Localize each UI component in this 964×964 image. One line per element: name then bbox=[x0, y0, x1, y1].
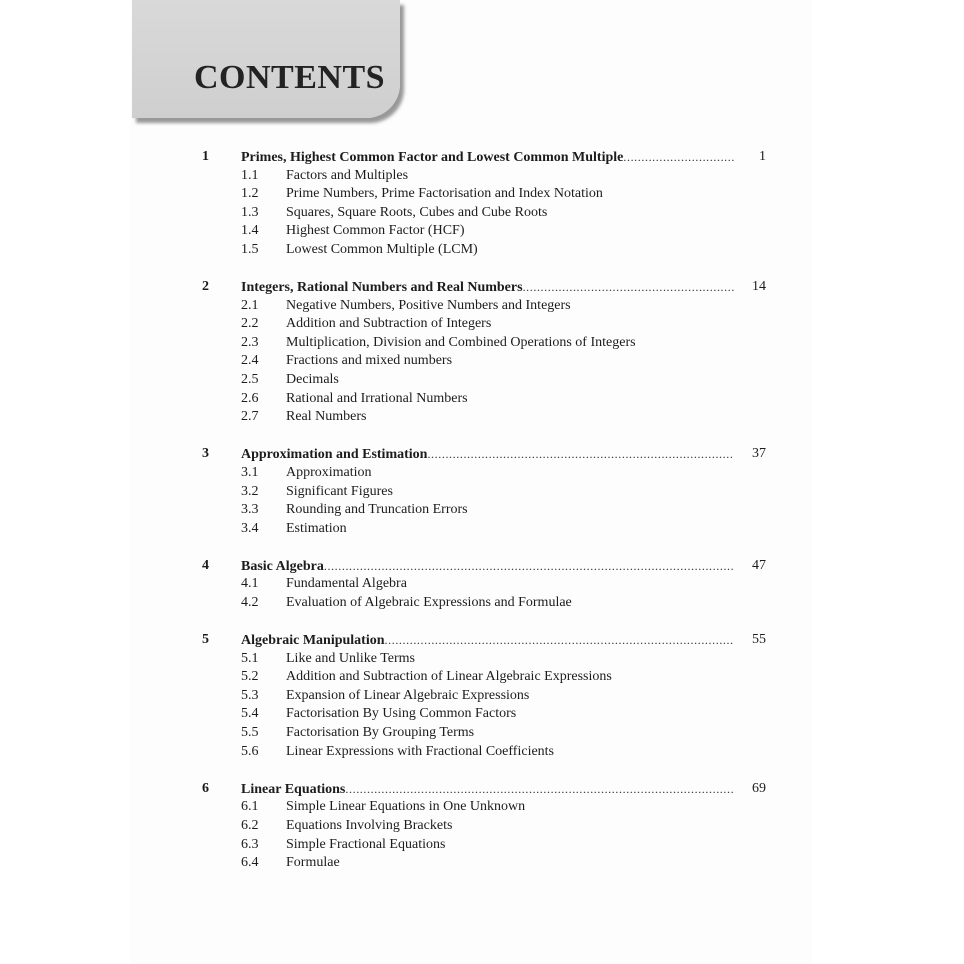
section-number: 6.2 bbox=[241, 817, 259, 833]
section-title: Addition and Subtraction of Linear Algebraic Expressions bbox=[286, 669, 612, 685]
section-title: Factors and Multiples bbox=[286, 167, 409, 183]
section-number: 2.2 bbox=[241, 316, 259, 332]
section-row bbox=[0, 297, 964, 316]
section-row bbox=[0, 204, 964, 223]
chapter-title: Primes, Highest Common Factor and Lowest Common Multiple bbox=[241, 150, 624, 165]
section-row bbox=[0, 798, 964, 817]
section-title: Expansion of Linear Algebraic Expressions bbox=[286, 687, 530, 703]
chapter-number: 5 bbox=[202, 632, 209, 648]
chapter-row bbox=[0, 780, 964, 799]
chapter-block bbox=[0, 278, 964, 427]
section-number: 2.7 bbox=[241, 409, 259, 425]
section-row bbox=[0, 520, 964, 539]
section-number: 2.5 bbox=[241, 372, 259, 388]
chapter-row bbox=[0, 148, 964, 167]
section-title: Evaluation of Algebraic Expressions and Formulae bbox=[286, 594, 572, 610]
section-title: Simple Fractional Equations bbox=[286, 836, 446, 852]
section-number: 1.3 bbox=[241, 204, 259, 220]
section-number: 5.2 bbox=[241, 669, 259, 685]
chapter-number: 4 bbox=[202, 557, 209, 573]
section-title: Rounding and Truncation Errors bbox=[286, 502, 468, 518]
section-row bbox=[0, 650, 964, 669]
chapter-title: Algebraic Manipulation bbox=[241, 633, 385, 649]
dot-leader bbox=[427, 445, 734, 464]
page-title: CONTENTS bbox=[194, 59, 386, 96]
section-number: 2.6 bbox=[241, 390, 259, 406]
section-title: Squares, Square Roots, Cubes and Cube Roots bbox=[286, 204, 548, 220]
chapter-page-number: 14 bbox=[752, 279, 766, 295]
dot-leader bbox=[623, 148, 734, 167]
section-title: Real Numbers bbox=[286, 409, 367, 425]
chapter-row bbox=[0, 557, 964, 576]
section-number: 6.4 bbox=[241, 855, 259, 871]
section-row bbox=[0, 854, 964, 873]
chapter-block bbox=[0, 631, 964, 761]
section-title: Fundamental Algebra bbox=[286, 576, 407, 592]
section-number: 3.1 bbox=[241, 464, 259, 480]
chapter-title-line bbox=[241, 631, 734, 651]
chapter-title: Basic Algebra bbox=[241, 558, 324, 574]
chapter-page-number: 37 bbox=[752, 446, 766, 462]
section-title: Factorisation By Grouping Terms bbox=[286, 725, 475, 741]
section-title: Simple Linear Equations in One Unknown bbox=[286, 799, 526, 815]
chapter-title: Approximation and Estimation bbox=[241, 447, 428, 463]
section-number: 2.3 bbox=[241, 334, 259, 350]
section-row bbox=[0, 390, 964, 409]
chapter-block bbox=[0, 445, 964, 538]
section-row bbox=[0, 315, 964, 334]
section-title: Rational and Irrational Numbers bbox=[286, 390, 468, 406]
chapter-title-line bbox=[241, 780, 734, 800]
table-of-contents bbox=[0, 148, 964, 891]
section-title: Negative Numbers, Positive Numbers and Integers bbox=[286, 297, 571, 313]
section-row bbox=[0, 724, 964, 743]
section-row bbox=[0, 705, 964, 724]
chapter-page-number: 1 bbox=[759, 149, 766, 164]
section-number: 6.1 bbox=[241, 799, 259, 815]
section-row bbox=[0, 743, 964, 762]
section-number: 1.1 bbox=[241, 167, 259, 183]
chapter-title: Linear Equations bbox=[241, 781, 346, 797]
section-number: 4.1 bbox=[241, 576, 259, 592]
chapter-number: 6 bbox=[202, 780, 209, 796]
chapter-row bbox=[0, 278, 964, 297]
chapter-row bbox=[0, 445, 964, 464]
chapter-number: 2 bbox=[202, 279, 209, 295]
section-row bbox=[0, 464, 964, 483]
section-title: Addition and Subtraction of Integers bbox=[286, 316, 492, 332]
section-row bbox=[0, 483, 964, 502]
chapter-title-line bbox=[241, 148, 734, 168]
section-number: 1.5 bbox=[241, 241, 259, 257]
section-title: Decimals bbox=[286, 372, 339, 388]
section-row bbox=[0, 501, 964, 520]
section-title: Equations Involving Brackets bbox=[286, 817, 453, 833]
section-number: 1.4 bbox=[241, 223, 259, 239]
section-title: Linear Expressions with Fractional Coefficients bbox=[286, 743, 555, 759]
section-row bbox=[0, 222, 964, 241]
dot-leader bbox=[324, 557, 734, 576]
chapter-block bbox=[0, 557, 964, 613]
section-number: 3.3 bbox=[241, 502, 259, 518]
chapter-title-line bbox=[241, 557, 734, 577]
chapter-row bbox=[0, 631, 964, 650]
section-row bbox=[0, 185, 964, 204]
section-title: Significant Figures bbox=[286, 483, 393, 499]
dot-leader bbox=[345, 780, 734, 799]
dot-leader bbox=[523, 278, 734, 297]
section-row bbox=[0, 594, 964, 613]
chapter-title-line bbox=[241, 278, 734, 298]
chapter-title-line bbox=[241, 445, 734, 465]
section-row bbox=[0, 575, 964, 594]
section-row bbox=[0, 371, 964, 390]
section-title: Fractions and mixed numbers bbox=[286, 353, 453, 369]
chapter-page-number: 47 bbox=[752, 557, 766, 573]
section-number: 5.5 bbox=[241, 725, 259, 741]
section-number: 4.2 bbox=[241, 594, 259, 610]
chapter-number: 1 bbox=[202, 149, 209, 164]
section-row bbox=[0, 167, 964, 186]
section-title: Approximation bbox=[286, 464, 372, 480]
section-number: 5.3 bbox=[241, 687, 259, 703]
section-number: 3.4 bbox=[241, 520, 259, 536]
section-title: Like and Unlike Terms bbox=[286, 650, 416, 666]
section-number: 5.1 bbox=[241, 650, 259, 666]
chapter-page-number: 69 bbox=[752, 780, 766, 796]
section-row bbox=[0, 334, 964, 353]
section-number: 2.1 bbox=[241, 297, 259, 313]
section-number: 3.2 bbox=[241, 483, 259, 499]
section-row bbox=[0, 408, 964, 427]
chapter-block bbox=[0, 780, 964, 873]
section-row bbox=[0, 836, 964, 855]
section-title: Estimation bbox=[286, 520, 347, 536]
dot-leader bbox=[385, 631, 734, 650]
section-title: Formulae bbox=[286, 855, 340, 871]
section-number: 5.6 bbox=[241, 743, 259, 759]
section-number: 5.4 bbox=[241, 706, 259, 722]
chapter-title: Integers, Rational Numbers and Real Numbers bbox=[241, 280, 523, 296]
chapter-page-number: 55 bbox=[752, 632, 766, 648]
section-row bbox=[0, 241, 964, 260]
section-title: Prime Numbers, Prime Factorisation and Index Notation bbox=[286, 186, 603, 202]
section-title: Multiplication, Division and Combined Operations of Integers bbox=[286, 334, 636, 350]
section-row bbox=[0, 687, 964, 706]
section-title: Factorisation By Using Common Factors bbox=[286, 706, 517, 722]
section-number: 1.2 bbox=[241, 186, 259, 202]
chapter-number: 3 bbox=[202, 446, 209, 462]
section-number: 2.4 bbox=[241, 353, 259, 369]
section-title: Highest Common Factor (HCF) bbox=[286, 223, 465, 239]
section-title: Lowest Common Multiple (LCM) bbox=[286, 241, 478, 257]
section-number: 6.3 bbox=[241, 836, 259, 852]
section-row bbox=[0, 352, 964, 371]
section-row bbox=[0, 817, 964, 836]
chapter-block bbox=[0, 148, 964, 260]
section-row bbox=[0, 668, 964, 687]
